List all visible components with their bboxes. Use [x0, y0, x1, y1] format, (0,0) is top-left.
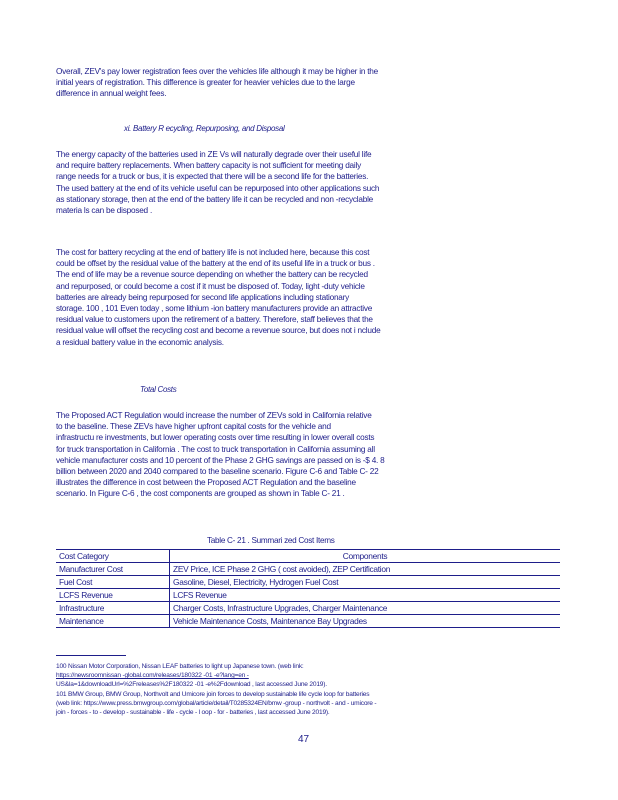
text-line: difference in annual weight fees.: [56, 88, 167, 99]
text-line: as stationary storage, then at the end of the battery life it can be recycled and non -recyclable: [56, 193, 374, 204]
text-line: a residual battery value in the economic analysis.: [56, 336, 224, 347]
table-row: [56, 615, 560, 628]
text-line: initial years of registration. This difference is greater for heavier vehicles due to the large: [56, 77, 355, 88]
components-cell: Gasoline, Diesel, Electricity, Hydrogen Fuel Cost: [170, 576, 561, 589]
paragraph-total-costs: [56, 410, 536, 500]
section-heading-battery: xi. Battery R ecycling, Repurposing, and Disposal: [124, 124, 285, 133]
page-number: 47: [298, 734, 310, 745]
footnote-link[interactable]: (web link: https://www.press.bmwgroup.com/global/article/detail/T0285324EN/bmw -group - northvolt - and - umicore -: [56, 700, 377, 707]
paragraph-battery-capacity: [56, 149, 536, 216]
text-line: vehicle manufacturer costs and 10 percent of the Phase 2 GHG savings are passed on is -$ 4. 8: [56, 454, 385, 465]
cost-category-cell: Manufacturer Cost: [56, 563, 170, 576]
text-line: and require battery replacements. When battery capacity is not sufficient for meeting daily: [56, 160, 361, 171]
components-cell: Charger Costs, Infrastructure Upgrades, Charger Maintenance: [170, 602, 561, 615]
table-row: [56, 576, 560, 589]
table-row: [56, 602, 560, 615]
cost-category-cell: LCFS Revenue: [56, 589, 170, 602]
table-row: [56, 589, 560, 602]
footnote-separator: [56, 655, 126, 656]
footnote-line: 100 Nissan Motor Corporation, Nissan LEAF batteries to light up Japanese town. (web link:: [56, 663, 304, 670]
text-line: The used battery at the end of its vehicle useful can be repurposed into other applications such: [56, 182, 380, 193]
text-line: could be offset by the residual value of the battery at the end of its useful life in a truck or bus .: [56, 258, 375, 269]
footnote-line: US&la=1&downloadUrl=%2Freleases%2F180322 -01 -e%2Fdownload , last accessed June 2019).: [56, 681, 327, 688]
table-header-row: [56, 550, 560, 563]
text-line: infrastructu re investments, but lower operating costs over time resulting in lower overall costs: [56, 432, 375, 443]
text-line: The end of life may be a revenue source depending on whether the battery can be recycled: [56, 269, 368, 280]
text-line: batteries are already being repurposed for second life applications including stationary: [56, 291, 350, 302]
text-line: illustrates the difference in cost between the Proposed ACT Regulation and the baseline: [56, 477, 356, 488]
column-header-components: Components: [170, 550, 561, 563]
text-line: Overall, ZEV's pay lower registration fees over the vehicles life although it may be higher in the: [56, 66, 378, 76]
text-line: storage. 100 , 101 Even today , some lithium -ion battery manufacturers provide an attractive: [56, 302, 373, 313]
paragraph-battery-recycling-cost: [56, 247, 536, 348]
text-line: billion between 2020 and 2040 compared to the baseline scenario. Figure C-6 and Table C- 22: [56, 465, 379, 476]
table-row: [56, 563, 560, 576]
cost-items-table: [56, 549, 560, 628]
section-heading-total-costs: Total Costs: [140, 385, 177, 394]
cost-category-cell: Maintenance: [56, 615, 170, 628]
text-line: materia ls can be disposed .: [56, 204, 153, 215]
text-line: and repurposed, or could become a cost if it must be disposed of. Today, light -duty vehicle: [56, 280, 365, 291]
text-line: scenario. In Figure C-6 , the cost components are grouped as shown in Table C- 21 .: [56, 488, 345, 499]
column-header-cost-category: Cost Category: [56, 550, 170, 563]
text-line: residual value to customers upon the retirement of a battery. Therefore, staff believes that the: [56, 314, 373, 325]
text-line: The Proposed ACT Regulation would increase the number of ZEVs sold in California relative: [56, 410, 372, 420]
footnote-line: join - forces - to - develop - sustainable - life - cycle - l oop - for - batteries , last accessed June 2019).: [56, 709, 330, 716]
table-title: Table C- 21 . Summari zed Cost Items: [207, 536, 335, 545]
text-line: The cost for battery recycling at the end of battery life is not included here, because this cost: [56, 247, 370, 257]
footnote-link[interactable]: https://newsroomnissan -global.com/releases/180322 -01 -e?lang=en -: [56, 672, 249, 679]
text-line: for truck transportation in California . The cost to truck transportation in California assuming all: [56, 443, 375, 454]
paragraph-registration-fees: [56, 66, 536, 100]
components-cell: Vehicle Maintenance Costs, Maintenance Bay Upgrades: [170, 615, 561, 628]
components-cell: ZEV Price, ICE Phase 2 GHG ( cost avoided), ZEP Certification: [170, 563, 561, 576]
footnote-100: [56, 662, 566, 689]
text-line: to the baseline. These ZEVs have higher upfront capital costs for the vehicle and: [56, 421, 331, 432]
text-line: range needs for a truck or bus, it is expected that there will be a second life for the batteries.: [56, 171, 369, 182]
components-cell: LCFS Revenue: [170, 589, 561, 602]
footnote-101: [56, 690, 566, 717]
cost-category-cell: Infrastructure: [56, 602, 170, 615]
text-line: The energy capacity of the batteries used in ZE Vs will naturally degrade over their useful life: [56, 149, 372, 159]
text-line: residual value will offset the recycling cost and become a revenue source, but does not i nclude: [56, 325, 381, 336]
footnote-line: 101 BMW Group, BMW Group, Northvolt and Umicore join forces to develop sustainable life cycle loop for batteries: [56, 691, 370, 698]
cost-category-cell: Fuel Cost: [56, 576, 170, 589]
